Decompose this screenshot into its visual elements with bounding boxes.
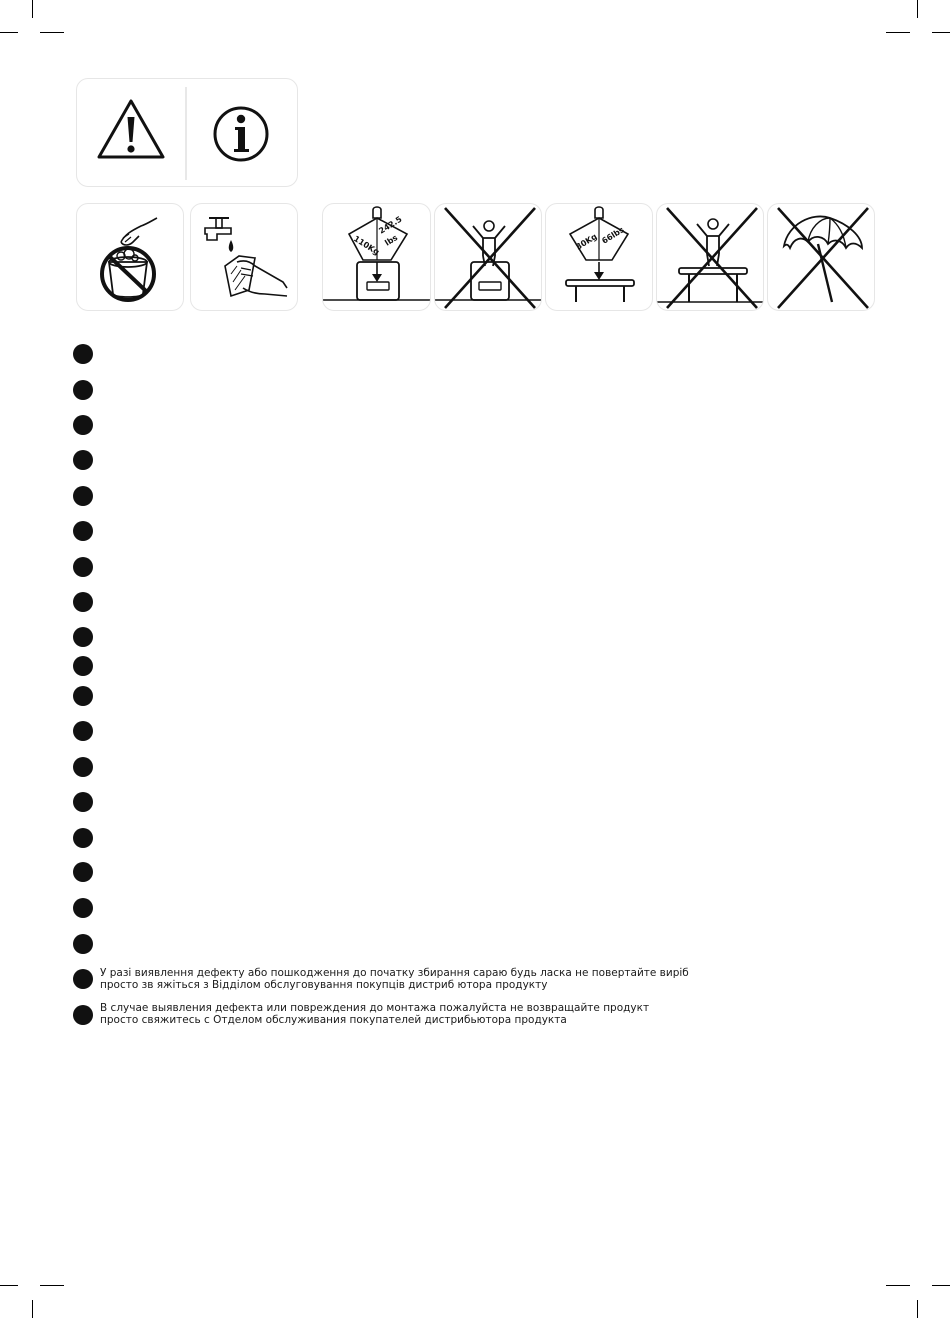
list-bullet bbox=[73, 344, 93, 364]
crop-mark bbox=[0, 32, 18, 33]
wipe-with-damp-cloth-icon bbox=[191, 204, 298, 311]
crop-mark bbox=[932, 1285, 950, 1286]
floor-load-weight-icon bbox=[546, 204, 653, 311]
no-bucket-washing-icon bbox=[77, 204, 184, 311]
crop-mark bbox=[40, 32, 64, 33]
list-bullet bbox=[73, 521, 93, 541]
floor-weight-lbs-label: 66lbs bbox=[600, 225, 626, 246]
list-bullet bbox=[73, 656, 93, 676]
crop-mark bbox=[32, 1300, 33, 1318]
floor-weight-kg-label: 30Kg bbox=[574, 231, 599, 252]
crop-mark bbox=[917, 1300, 918, 1318]
defect-note-uk bbox=[100, 967, 880, 991]
list-bullet bbox=[73, 898, 93, 918]
list-bullet bbox=[73, 862, 93, 882]
no-standing-on-floor-icon bbox=[657, 204, 764, 311]
note-bullet-uk bbox=[73, 969, 93, 989]
roof-load-panel bbox=[322, 203, 431, 311]
list-bullet bbox=[73, 627, 93, 647]
no-umbrella-panel bbox=[767, 203, 875, 311]
list-bullet bbox=[73, 792, 93, 812]
list-bullet bbox=[73, 686, 93, 706]
list-bullet bbox=[73, 415, 93, 435]
roof-weight-kg-label: 110Kg bbox=[351, 234, 381, 257]
defect-note-ru-line2: просто свяжитесь с Отделом обслуживания покупателей дистрибьютора продукта bbox=[100, 1014, 567, 1026]
list-bullet bbox=[73, 486, 93, 506]
crop-mark bbox=[40, 1285, 64, 1286]
defect-note-uk-line2: просто зв яжіться з Відділом обслуговування покупців дистриб ютора продукту bbox=[100, 979, 548, 991]
warning-info-panel bbox=[76, 78, 298, 187]
info-icon bbox=[215, 108, 267, 160]
no-umbrella-icon bbox=[768, 204, 875, 311]
list-bullet bbox=[73, 757, 93, 777]
list-bullet bbox=[73, 934, 93, 954]
crop-mark bbox=[917, 0, 918, 18]
crop-mark bbox=[932, 32, 950, 33]
crop-mark bbox=[0, 1285, 18, 1286]
list-bullet bbox=[73, 450, 93, 470]
list-bullet bbox=[73, 592, 93, 612]
list-bullet bbox=[73, 380, 93, 400]
list-bullet bbox=[73, 828, 93, 848]
crop-mark bbox=[32, 0, 33, 18]
no-standing-roof-panel bbox=[434, 203, 542, 311]
roof-weight-lbs-label: 242.5 bbox=[377, 214, 404, 236]
defect-note-uk-line1: У разі виявлення дефекту або пошкодження до початку збирання сараю будь ласка не повертайте виріб bbox=[100, 967, 689, 979]
defect-note-ru-line1: В случае выявления дефекта или повреждения до монтажа пожалуйста не возвращайте продукт bbox=[100, 1002, 650, 1014]
crop-mark bbox=[886, 1285, 910, 1286]
defect-note-ru bbox=[100, 1002, 880, 1026]
roof-load-weight-icon bbox=[323, 204, 431, 311]
floor-load-panel bbox=[545, 203, 653, 311]
list-bullet bbox=[73, 557, 93, 577]
no-standing-on-roof-icon bbox=[435, 204, 542, 311]
note-bullet-ru bbox=[73, 1005, 93, 1025]
list-bullet bbox=[73, 721, 93, 741]
no-bucket-washing-panel bbox=[76, 203, 184, 311]
wipe-damp-cloth-panel bbox=[190, 203, 298, 311]
roof-weight-unit-label: lbs bbox=[383, 233, 400, 248]
crop-mark bbox=[886, 32, 910, 33]
no-standing-floor-panel bbox=[656, 203, 764, 311]
warning-triangle-icon bbox=[99, 101, 163, 157]
